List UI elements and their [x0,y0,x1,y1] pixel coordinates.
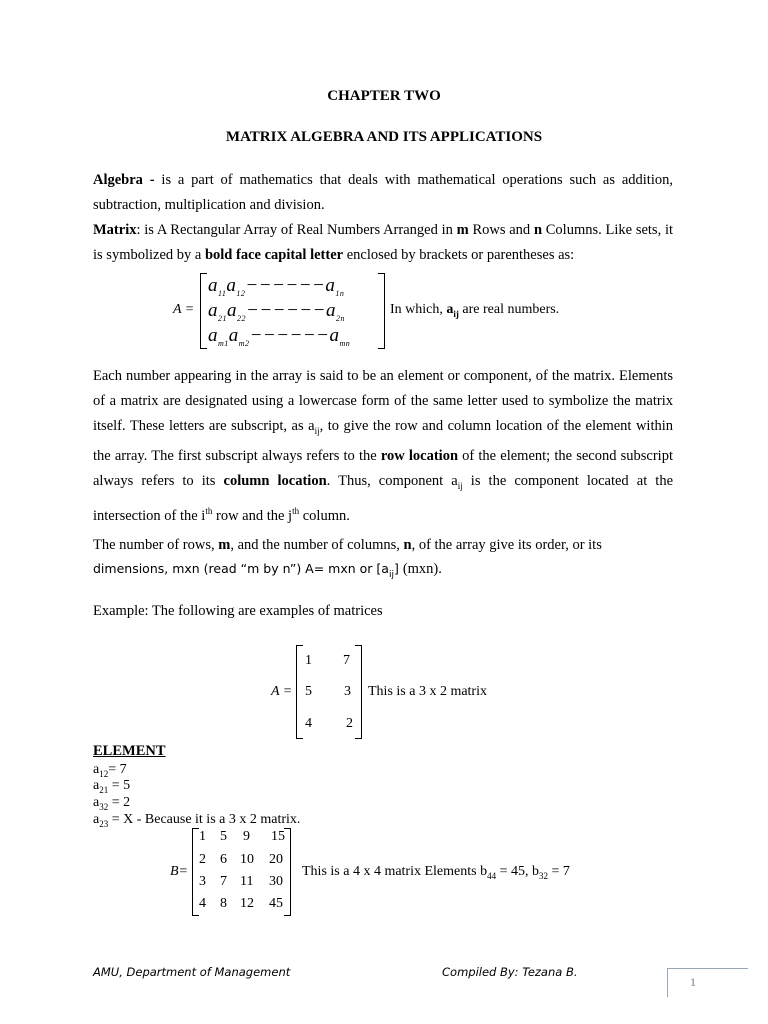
general-matrix [200,273,385,349]
general-matrix-row: $a_{11}a_{12}------a_{1n}$ [208,275,345,298]
right-bracket [355,645,362,739]
matrix-b [192,828,291,916]
matrix-cell: 8 [220,896,227,911]
matrix-cell: 1 [305,653,312,668]
matrix-cell: 1 [199,829,206,844]
example-line: Example: The following are examples of matrices [93,603,383,619]
dimensions-line: dimensions, mxn (read “m by n”) A= mxn or $[a_{ij}]$ (mxn). [93,561,442,580]
element-heading: ELEMENT [93,743,166,759]
matrix-definition: Matrix: is A Rectangular Array of Real Numbers Arranged in m Rows and n Columns. Like sets, it is symbolized by a bold face capital letter enclosed by brackets or parentheses as: [93,222,673,263]
matrix-cell: 6 [220,852,227,867]
order-paragraph: The number of rows, m, and the number of columns, n, of the array give its order, or its [93,537,602,553]
element-line: $a_{32} = 2$ [93,795,131,812]
page-number-box [667,968,748,997]
element-line: $a_{12}= 7$ [93,762,127,779]
chapter-heading: CHAPTER TWO [327,88,441,104]
general-matrix-label: A = [173,302,195,317]
left-bracket [200,273,207,349]
matrix-b-label: B= [170,864,188,879]
general-matrix-row: $a_{m1}a_{m2}------a_{mn}$ [208,325,351,348]
matrix-cell: 15 [271,829,285,844]
algebra-definition: Algebra - is a part of mathematics that deals with mathematical operations such as addition, subtraction, multiplication and division. [93,172,673,213]
right-bracket [284,828,291,916]
left-bracket [192,828,199,916]
footer-author: Compiled By: Tezana B. [442,965,578,979]
matrix-cell: 7 [343,653,350,668]
matrix-cell: 3 [199,874,206,889]
matrix-cell: 5 [305,684,312,699]
definitions-paragraph [93,168,673,268]
elements-paragraph: Each number appearing in the array is said to be an element or component, of the matrix. Elements of a matrix are designated using a lowercase form of the same letter used to symbolize the matrix itself. These letters are subscript, as $a_{ij}$, to give the row and column location of the element within the array. The first subscript always refers to the row location of the element; the second subscript always refers to its column location. Thus, component $a_{ij}$ is the component located at the intersection of the $i^{th}$ row and the $j^{th}$ column. [93,368,674,524]
element-line: $a_{23} = X$ - Because it is a 3 x 2 matrix. [93,812,301,829]
matrix-a [296,645,362,739]
right-bracket [378,273,385,349]
general-matrix-note: In which, $a_{ij}$ are real numbers. [390,302,560,319]
matrix-cell: 4 [305,716,312,731]
matrix-cell: 45 [269,896,283,911]
matrix-cell: 4 [199,896,206,911]
matrix-cell: 10 [240,852,254,867]
matrix-cell: 11 [240,874,254,889]
chapter-title: MATRIX ALGEBRA AND ITS APPLICATIONS [225,129,543,145]
matrix-cell: 2 [346,716,353,731]
matrix-a-note: This is a 3 x 2 matrix [368,684,487,699]
general-matrix-row: $a_{21}a_{22}------a_{2n}$ [208,300,345,323]
matrix-cell: 30 [269,874,283,889]
matrix-cell: 20 [269,852,283,867]
footer-department: AMU, Department of Management [93,965,291,979]
matrix-cell: 12 [240,896,254,911]
matrix-cell: 7 [220,874,227,889]
left-bracket [296,645,303,739]
page-number: 1 [690,975,696,989]
matrix-cell: 5 [220,829,227,844]
matrix-cell: 2 [199,852,206,867]
matrix-cell: 9 [243,829,250,844]
matrix-a-label: A = [271,684,293,699]
element-line: $a_{21} = 5$ [93,778,131,795]
matrix-b-note: This is a 4 x 4 matrix Elements $b_{44} = 45$, $b_{32} = 7$ [302,864,570,881]
matrix-cell: 3 [344,684,351,699]
